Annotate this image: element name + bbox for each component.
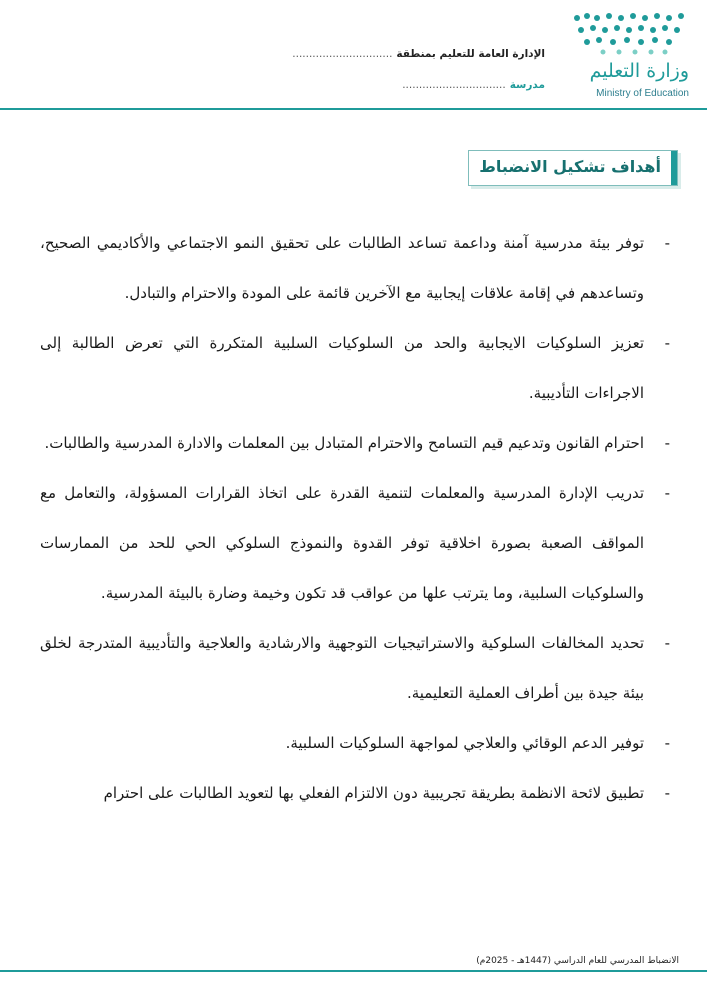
goal-item	[40, 218, 670, 318]
school-line	[402, 79, 545, 91]
goal-item	[40, 418, 670, 468]
section-title: أهداف تشكيل الانضباط	[479, 157, 661, 176]
logo-arabic-text: وزارة التعليم	[589, 60, 689, 82]
goal-item	[40, 768, 670, 818]
goal-text: احترام القانون وتدعيم قيم التسامح والاحترام المتبادل بين المعلمات والادارة المدرسية والطالبات.	[44, 434, 644, 452]
goal-text: توفير الدعم الوقائي والعلاجي لمواجهة السلوكيات السلبية.	[285, 734, 644, 752]
list-dash: -	[664, 434, 670, 452]
goal-item	[40, 468, 670, 618]
list-dash: -	[664, 734, 670, 752]
footer-divider	[0, 970, 707, 972]
goal-item	[40, 618, 670, 718]
list-dash: -	[664, 784, 670, 802]
goal-item	[40, 718, 670, 768]
school-label: مدرسة	[509, 79, 545, 91]
list-dash: -	[664, 484, 670, 502]
ministry-logo	[569, 8, 689, 100]
list-dash: -	[664, 334, 670, 352]
administration-fill-dots: ..............................	[292, 48, 393, 60]
list-dash: -	[664, 234, 670, 252]
logo-english-text: Ministry of Education	[596, 88, 689, 99]
section-title-box	[468, 150, 678, 186]
goals-list	[40, 218, 670, 818]
administration-label: الإدارة العامة للتعليم بمنطقة	[396, 48, 545, 60]
administration-line	[292, 48, 545, 60]
footer-text: الانضباط المدرسي للعام الدراسي (1447هـ - 2025م)	[476, 956, 679, 966]
list-dash: -	[664, 634, 670, 652]
page-header	[0, 0, 707, 110]
school-fill-dots: ...............................	[402, 79, 506, 91]
goal-text: تدريب الإدارة المدرسية والمعلمات لتنمية القدرة على اتخاذ القرارات المسؤولة، والتعامل مع المواقف الصعبة بصورة اخلاقية توفر القدوة والنموذج السلوكي الحي للحد من الممارسات والسلوكيات السلبية، وما يترتب علها من عواقب قد تكون وخيمة وضارة بالبيئة المدرسية.	[40, 484, 644, 602]
goal-text: توفر بيئة مدرسية آمنة وداعمة تساعد الطالبات على تحقيق النمو الاجتماعي والأكاديمي الصحيح، وتساعدهم في إقامة علاقات إيجابية مع الآخرين قائمة على المودة والاحترام والتبادل.	[40, 234, 644, 302]
header-divider	[0, 108, 707, 110]
goal-text: تطبيق لائحة الانظمة بطريقة تجريبية دون الالتزام الفعلي بها لتعويد الطالبات على احترام	[103, 784, 644, 802]
title-accent-bar	[671, 151, 677, 185]
goal-text: تحديد المخالفات السلوكية والاستراتيجيات التوجهية والارشادية والعلاجية والتأديبية المتدرجة لخلق بيئة جيدة بين أطراف العملية التعليمية.	[40, 634, 644, 702]
logo-dots-icon	[569, 8, 689, 56]
goal-text: تعزيز السلوكيات الايجابية والحد من السلوكيات السلبية المتكررة التي تعرض الطالبة إلى الاجراءات التأديبية.	[40, 334, 644, 402]
goal-item	[40, 318, 670, 418]
